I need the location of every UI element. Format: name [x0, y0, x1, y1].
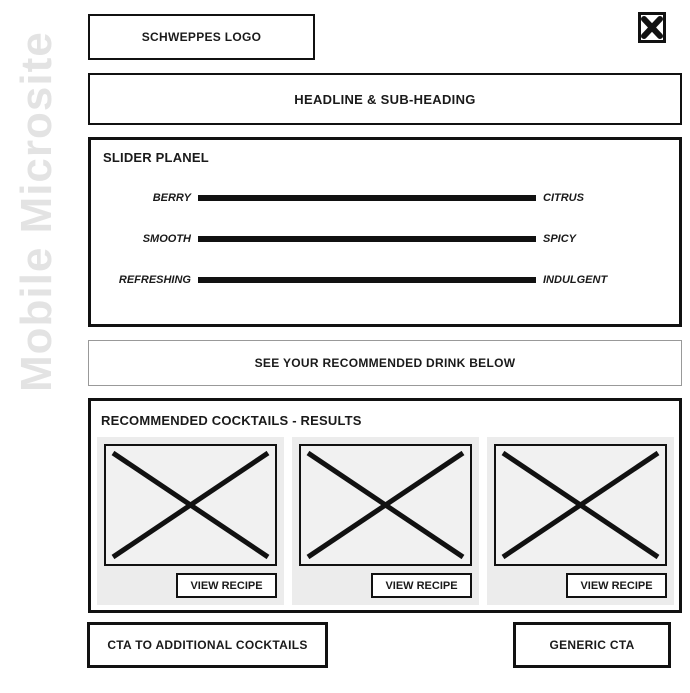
- image-placeholder-x-icon: [301, 446, 470, 564]
- headline-label: HEADLINE & SUB-HEADING: [294, 91, 476, 107]
- view-recipe-label: VIEW RECIPE: [580, 579, 653, 592]
- cocktail-card: [292, 437, 479, 605]
- recommendation-banner-label: SEE YOUR RECOMMENDED DRINK BELOW: [254, 356, 516, 370]
- slider-row-smooth-spicy: [91, 233, 679, 245]
- view-recipe-button[interactable]: [371, 573, 472, 598]
- close-button[interactable]: [638, 12, 666, 43]
- slider-track[interactable]: [198, 195, 536, 201]
- headline-placeholder: [88, 73, 682, 125]
- page-watermark: Mobile Microsite: [12, 31, 61, 392]
- slider-label-right: CITRUS: [543, 192, 584, 204]
- slider-panel-title: SLIDER PLANEL: [103, 150, 209, 165]
- view-recipe-button[interactable]: [176, 573, 277, 598]
- slider-label-left: BERRY: [152, 192, 191, 204]
- slider-label-left: SMOOTH: [142, 233, 191, 245]
- slider-label-left: REFRESHING: [118, 274, 191, 286]
- cocktail-card: [487, 437, 674, 605]
- schweppes-logo-placeholder: [88, 14, 315, 60]
- view-recipe-label: VIEW RECIPE: [190, 579, 263, 592]
- cocktail-card: [97, 437, 284, 605]
- cocktail-image-placeholder: [299, 444, 472, 566]
- close-icon: [638, 12, 666, 43]
- slider-label-right: SPICY: [543, 233, 577, 245]
- slider-panel: [88, 137, 682, 327]
- slider-track[interactable]: [198, 277, 536, 283]
- slider-label-right: INDULGENT: [543, 274, 608, 286]
- results-title: RECOMMENDED COCKTAILS - RESULTS: [101, 413, 362, 428]
- image-placeholder-x-icon: [106, 446, 275, 564]
- view-recipe-button[interactable]: [566, 573, 667, 598]
- slider-track[interactable]: [198, 236, 536, 242]
- image-placeholder-x-icon: [496, 446, 665, 564]
- view-recipe-label: VIEW RECIPE: [385, 579, 458, 592]
- cocktail-cards: [97, 437, 673, 605]
- cocktail-image-placeholder: [494, 444, 667, 566]
- additional-cocktails-cta-button[interactable]: [87, 622, 328, 668]
- additional-cocktails-cta-label: CTA TO ADDITIONAL COCKTAILS: [107, 638, 308, 652]
- slider-row-berry-citrus: [91, 192, 679, 204]
- logo-label: SCHWEPPES LOGO: [141, 30, 262, 44]
- cocktail-image-placeholder: [104, 444, 277, 566]
- recommendation-banner: [88, 340, 682, 386]
- slider-row-refreshing-indulgent: [91, 274, 679, 286]
- results-panel: [88, 398, 682, 613]
- generic-cta-label: GENERIC CTA: [549, 638, 635, 652]
- generic-cta-button[interactable]: [513, 622, 671, 668]
